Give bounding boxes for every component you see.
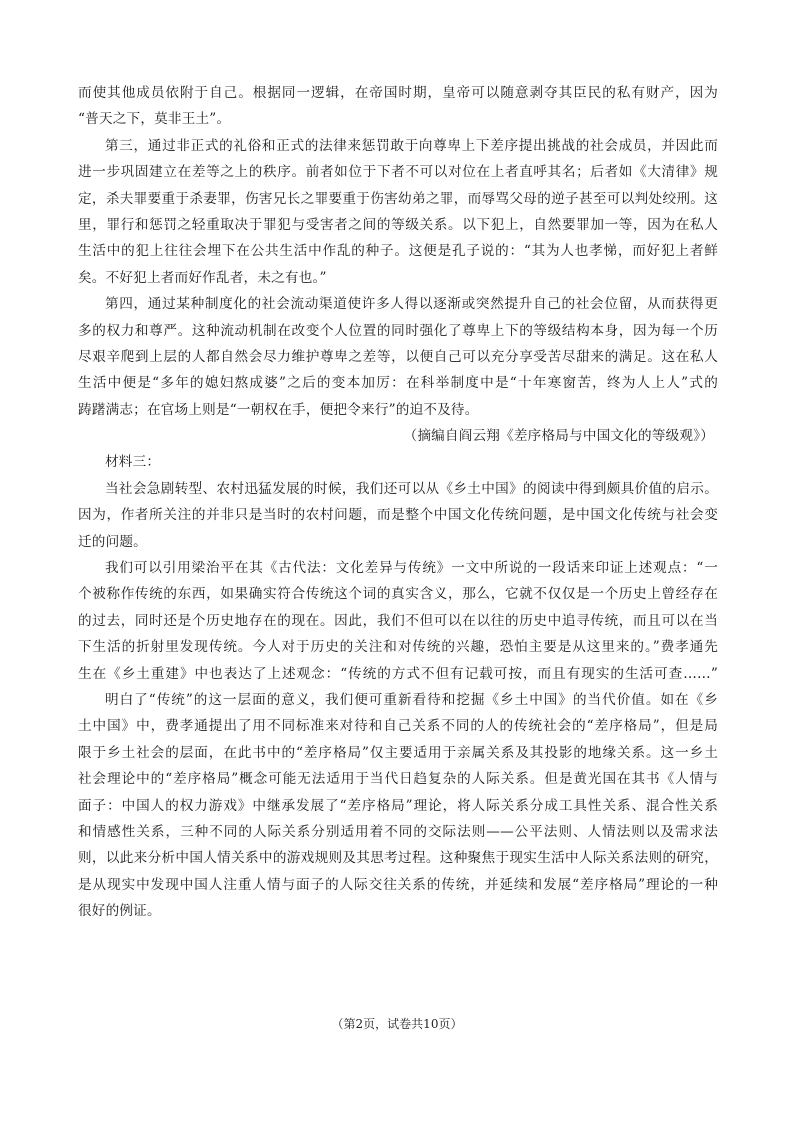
text-line: 当社会急剧转型、农村迅猛发展的时候，我们还可以从《乡土中国》的阅读中得到颇具价值的启示。 [105,480,718,497]
text-line: 限于乡土社会的层面，在此书中的“差序格局”仅主要适用于亲属关系及其投影的地缘关系。这一乡土 [78,744,718,761]
source-citation: （摘编自阎云翔《差序格局与中国文化的等级观》） [403,428,714,445]
section-heading: 材料三： [105,454,161,471]
text-line: 土中国》中，费孝通提出了用不同标准来对待和自己关系不同的人的传统社会的“差序格局”，但是局 [78,718,718,735]
text-line: 矣。不好犯上者而好作乱者，未之有也。” [78,269,327,286]
text-line: 因为，作者所关注的并非只是当时的农村问题，而是整个中国文化传统问题，是中国文化传统与社会变 [78,507,718,524]
text-line: 下生活的折射里发现传统。今人对于历史的关注和对传统的兴趣，恐怕主要是从这里来的。”费孝通先 [78,639,718,656]
text-line: 生活中便是“多年的媳妇熬成婆”之后的变本加厉：在科举制度中是“十年寒窗苦，终为人上人”式的 [78,375,718,392]
text-line: 而使其他成员依附于自己。根据同一逻辑，在帝国时期，皇帝可以随意剥夺其臣民的私有财产，因为 [78,85,718,101]
text-line: 里，罪行和惩罚之轻重取决于罪犯与受害者之间的等级关系。以下犯上，自然要罪加一等，因为在私人 [78,216,718,233]
document-body [78,80,718,925]
text-line: 第三，通过非正式的礼俗和正式的法律来惩罚敢于向尊卑上下差序提出挑战的社会成员，并因此而 [105,137,718,154]
text-line: 我们可以引用梁治平在其《古代法：文化差异与传统》一文中所说的一段话来印证上述观点：“一 [105,560,718,577]
text-line: 进一步巩固建立在差等之上的秩序。前者如位于下者不可以对位在上者直呼其名；后者如《大清律》规 [78,164,718,181]
text-line: 则，以此来分析中国人情关系中的游戏规则及其思考过程。这种聚焦于现实生活中人际关系法则的研究， [78,850,718,867]
text-line: 迁的问题。 [78,533,147,550]
text-line: 生在《乡土重建》中也表达了上述观念：“传统的方式不但有记载可按，而且有现实的生活可查……” [78,665,718,682]
text-line: 定，杀夫罪要重于杀妻罪，伤害兄长之罪要重于伤害幼弟之罪，而辱骂父母的逆子甚至可以判处绞刑。这 [78,190,718,207]
text-line: 是从现实中发现中国人注重人情与面子的人际交往关系的传统，并延续和发展“差序格局”理论的一种 [78,876,718,893]
text-line: 很好的例证。 [78,903,161,920]
text-line: 社会理论中的“差序格局”概念可能无法适用于当代日趋复杂的人际关系。但是黄光国在其书《人情与 [78,771,718,788]
text-line: 多的权力和尊严。这种流动机制在改变个人位置的同时强化了尊卑上下的等级结构本身，因为每一个历 [78,322,718,339]
text-line: 第四，通过某种制度化的社会流动渠道使许多人得以逐渐或突然提升自己的社会位留，从而获得更 [105,296,718,313]
text-line: 明白了“传统”的这一层面的意义，我们便可重新看待和挖掘《乡土中国》的当代价值。如在《乡 [105,691,718,708]
text-line: 尽艰辛爬到上层的人都自然会尽力维护尊卑之差等，以便自己可以充分享受苦尽甜来的满足。这在私人 [78,348,718,365]
text-line: 的过去，同时还是个历史地存在的现在。因此，我们不但可以在以往的历史中追寻传统，而且可以在当 [78,612,718,629]
text-line: 生活中的犯上往往会埋下在公共生活中作乱的种子。这便是孔子说的：“其为人也孝悌，而好犯上者鲜 [78,243,718,260]
page-footer: （第2页，试卷共10页） [331,1017,463,1031]
text-line: 面子：中国人的权力游戏》中继承发展了“差序格局”理论，将人际关系分成工具性关系、混合性关系 [78,797,718,814]
text-line: 个被称作传统的东西，如果确实符合传统这个词的真实含义，那么，它就不仅仅是一个历史上曾经存在 [78,586,718,603]
text-line: 踌躇满志；在官场上则是“一朝权在手，便把令来行”的迫不及待。 [78,401,479,418]
text-line: 和情感性关系，三种不同的人际关系分别适用着不同的交际法则——公平法则、人情法则以及需求法 [78,823,718,840]
text-line: “普天之下，莫非王土”。 [78,111,231,128]
